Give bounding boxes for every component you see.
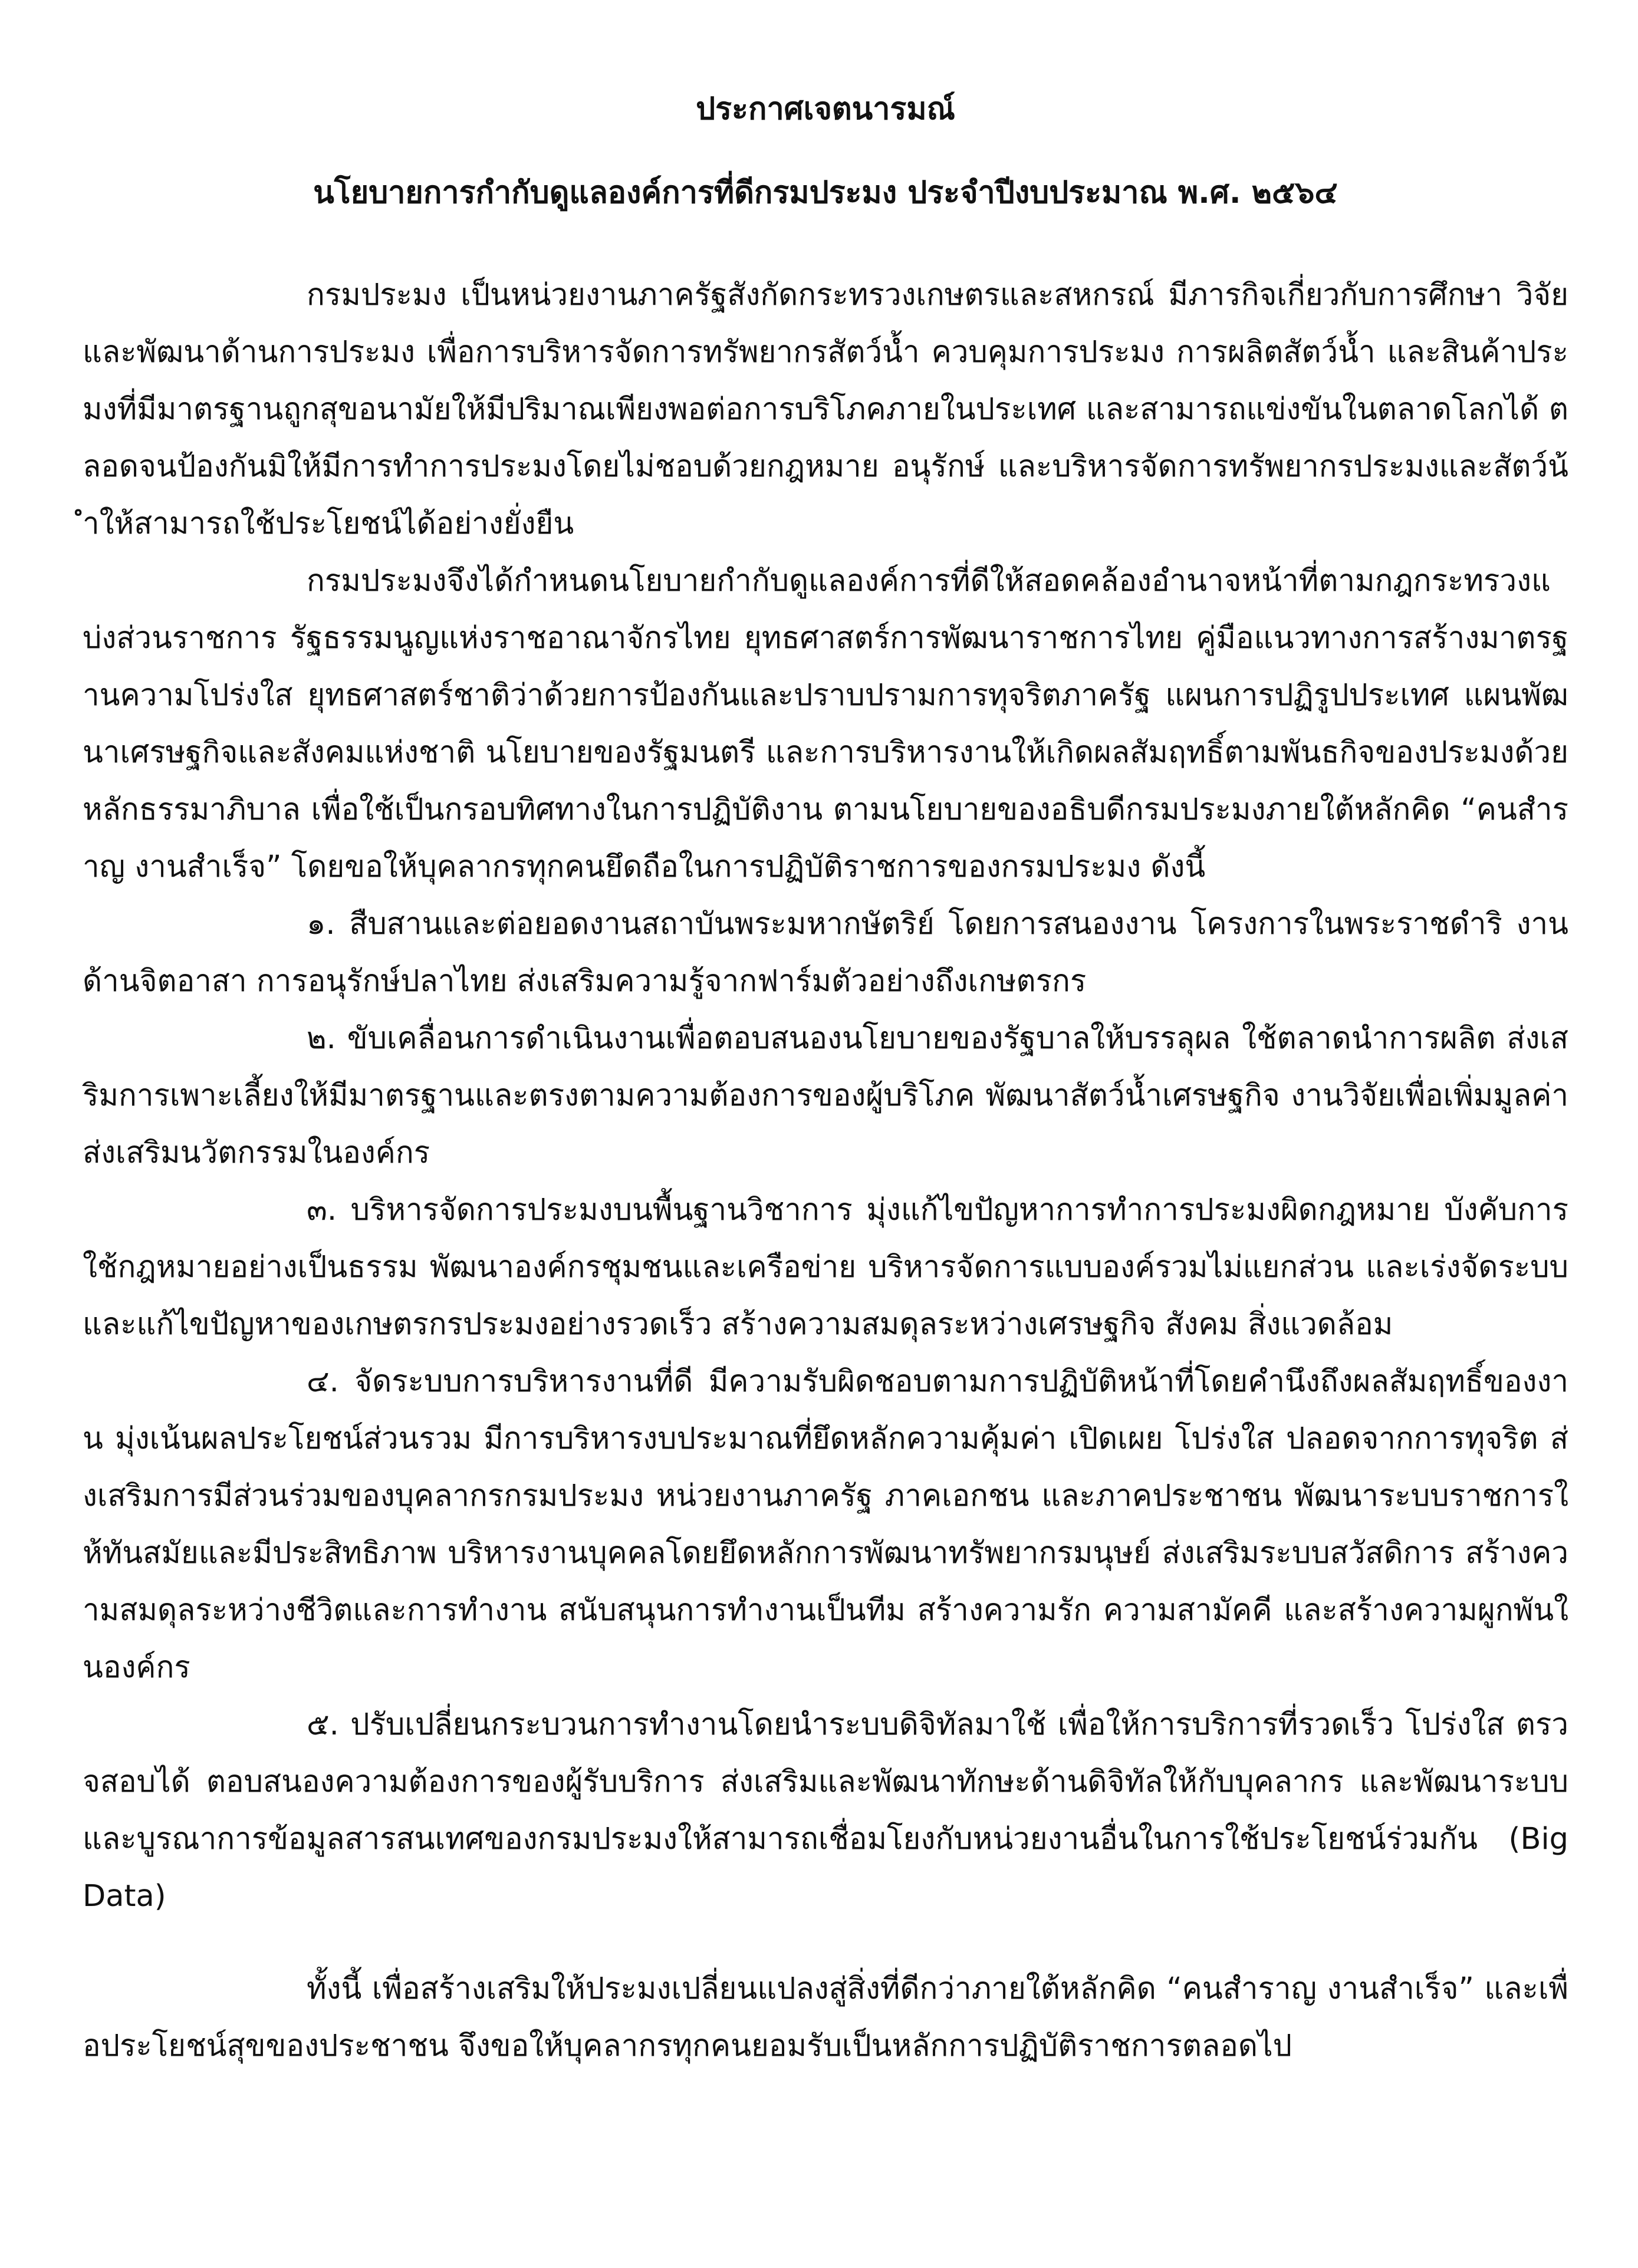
policy-item-4: ๔. จัดระบบการบริหารงานที่ดี มีความรับผิดชอบตามการปฏิบัติหน้าที่โดยคำนึงถึงผลสัมฤทธิ์ของงาน มุ่งเน้นผลประโยชน์ส่วนรวม มีการบริหารงบประมาณที่ยึดหลักความคุ้มค่า เปิดเผย โปร่งใส ปลอดจากการทุจริต ส่งเสริมการมีส่วนร่วมของบุคลากรกรมประมง หน่วยงานภาครัฐ ภาคเอกชน และภาคประชาชน พัฒนาระบบราชการให้ทันสมัยและมีประสิทธิภาพ บริหารงานบุคคลโดยยึดหลักการพัฒนาทรัพยากรมนุษย์ ส่งเสริมระบบสวัสดิการ สร้างความสมดุลระหว่างชีวิตและการทำงาน สนับสนุนการทำงานเป็นทีม สร้างความรัก ความสามัคคี และสร้างความผูกพันในองค์กร [83,1364,1568,1686]
document-subtitle: นโยบายการกำกับดูแลองค์การที่ดีกรมประมง ประจำปีงบประมาณ พ.ศ. ๒๕๖๔ [313,175,1338,211]
policy-item-1: ๑. สืบสานและต่อยอดงานสถาบันพระมหากษัตริย์ โดยการสนองงาน โครงการในพระราชดำริ งานด้านจิตอาสา การอนุรักษ์ปลาไทย ส่งเสริมความรู้จากฟาร์มตัวอย่างถึงเกษตรกร [83,907,1568,999]
intro-paragraph-policy-basis: กรมประมงจึงได้กำหนดนโยบายกำกับดูแลองค์การที่ดีให้สอดคล้องอำนาจหน้าที่ตามกฎกระทรวงแบ่งส่วนราชการ รัฐธรรมนูญแห่งราชอาณาจักรไทย ยุทธศาสตร์การพัฒนาราชการไทย คู่มือแนวทางการสร้างมาตรฐานความโปร่งใส ยุทธศาสตร์ชาติว่าด้วยการป้องกันและปราบปรามการทุจริตภาครัฐ แผนการปฏิรูปประเทศ แผนพัฒนาเศรษฐกิจและสังคมแห่งชาติ นโยบายของรัฐมนตรี และการบริหารงานให้เกิดผลสัมฤทธิ์ตามพันธกิจของประมงด้วยหลักธรรมาภิบาล เพื่อใช้เป็นกรอบทิศทางในการปฏิบัติงาน ตามนโยบายของอธิบดีกรมประมงภายใต้หลักคิด “คนสำราญ งานสำเร็จ” โดยขอให้บุคลากรทุกคนยึดถือในการปฏิบัติราชการของกรมประมง ดังนี้ [83,564,1568,885]
announcement-body [83,88,1568,2075]
policy-item-5: ๕. ปรับเปลี่ยนกระบวนการทำงานโดยนำระบบดิจิทัลมาใช้ เพื่อให้การบริการที่รวดเร็ว โปร่งใส ตรวจสอบได้ ตอบสนองความต้องการของผู้รับบริการ ส่งเสริมและพัฒนาทักษะด้านดิจิทัลให้กับบุคลากร และพัฒนาระบบและบูรณาการข้อมูลสารสนเทศของกรมประมงให้สามารถเชื่อมโยงกับหน่วยงานอื่นในการใช้ประโยชน์ร่วมกัน (Big Data) [83,1707,1568,1914]
intro-paragraph-mission: กรมประมง เป็นหน่วยงานภาครัฐสังกัดกระทรวงเกษตรและสหกรณ์ มีภารกิจเกี่ยวกับการศึกษา วิจัย และพัฒนาด้านการประมง เพื่อการบริหารจัดการทรัพยากรสัตว์น้ำ ควบคุมการประมง การผลิตสัตว์น้ำ และสินค้าประมงที่มีมาตรฐานถูกสุขอนามัยให้มีปริมาณเพียงพอต่อการบริโภคภายในประเทศ และสามารถแข่งขันในตลาดโลกได้ ตลอดจนป้องกันมิให้มีการทำการประมงโดยไม่ชอบด้วยกฎหมาย อนุรักษ์ และบริหารจัดการทรัพยากรประมงและสัตว์น้ำให้สามารถใช้ประโยชน์ได้อย่างยั่งยืน [83,278,1568,542]
policy-item-3: ๓. บริหารจัดการประมงบนพื้นฐานวิชาการ มุ่งแก้ไขปัญหาการทำการประมงผิดกฎหมาย บังคับการใช้กฎหมายอย่างเป็นธรรม พัฒนาองค์กรชุมชนและเครือข่าย บริหารจัดการแบบองค์รวมไม่แยกส่วน และเร่งจัดระบบและแก้ไขปัญหาของเกษตรกรประมงอย่างรวดเร็ว สร้างความสมดุลระหว่างเศรษฐกิจ สังคม สิ่งแวดล้อม [83,1193,1568,1342]
closing-paragraph: ทั้งนี้ เพื่อสร้างเสริมให้ประมงเปลี่ยนแปลงสู่สิ่งที่ดีกว่าภายใต้หลักคิด “คนสำราญ งานสำเร็จ” และเพื่อประโยชน์สุขของประชาชน จึงขอให้บุคลากรทุกคนยอมรับเป็นหลักการปฏิบัติราชการตลอดไป [83,1971,1568,2064]
document-title: ประกาศเจตนารมณ์ [696,91,955,127]
policy-item-2: ๒. ขับเคลื่อนการดำเนินงานเพื่อตอบสนองนโยบายของรัฐบาลให้บรรลุผล ใช้ตลาดนำการผลิต ส่งเสริมการเพาะเลี้ยงให้มีมาตรฐานและตรงตามความต้องการของผู้บริโภค พัฒนาสัตว์น้ำเศรษฐกิจ งานวิจัยเพื่อเพิ่มมูลค่า ส่งเสริมนวัตกรรมในองค์กร [83,1021,1568,1171]
